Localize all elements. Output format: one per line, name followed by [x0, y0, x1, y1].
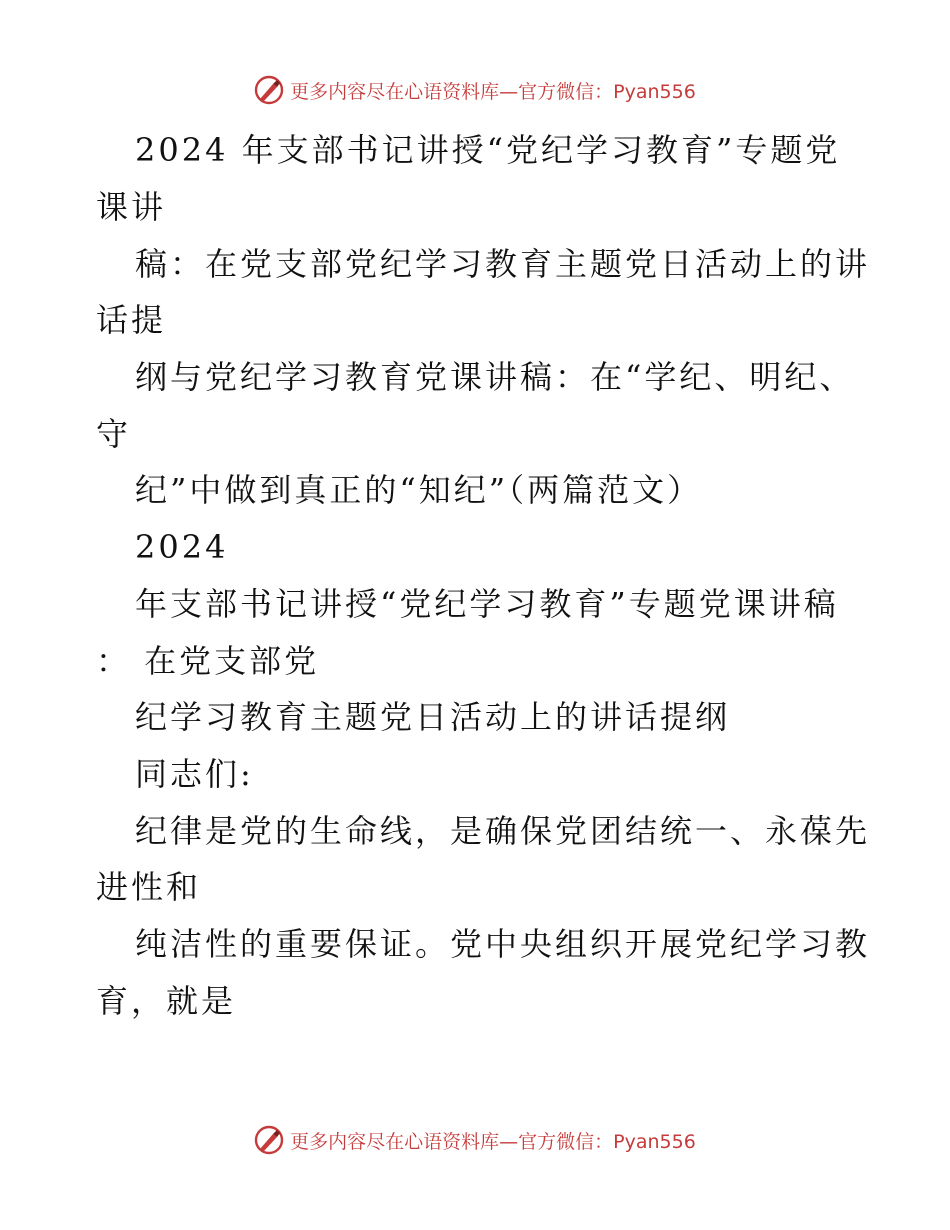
text-line: 纪律是党的生命线，是确保党团结统一、永葆先	[135, 812, 871, 850]
pen-logo-icon	[254, 1125, 284, 1155]
text-line: 进性和	[96, 868, 202, 906]
text-line: 2024 年支部书记讲授“党纪学习教育”专题党	[135, 131, 841, 169]
footer-banner-text: 更多内容尽在心语资料库—官方微信：Pyan556	[290, 1130, 696, 1153]
text-line: 育，就是	[96, 982, 237, 1020]
text-line: 课讲	[96, 188, 167, 226]
text-line: 纪学习教育主题党日活动上的讲话提纲	[135, 698, 731, 736]
text-line: 纲与党纪学习教育党课讲稿：在“学纪、明纪、	[135, 358, 855, 396]
text-line: 守	[96, 415, 132, 453]
text-line: 纪”中做到真正的“知纪”（两篇范文）	[135, 471, 703, 509]
text-line: 话提	[96, 301, 167, 339]
text-line: 2024	[135, 528, 229, 566]
text-line: 年支部书记讲授“党纪学习教育”专题党课讲稿	[135, 585, 839, 623]
text-line: ： 在党支部党	[96, 642, 320, 680]
footer-watermark-banner	[0, 1120, 950, 1160]
header-banner-text: 更多内容尽在心语资料库—官方微信：Pyan556	[290, 80, 696, 103]
text-line: 纯洁性的重要保证。党中央组织开展党纪学习教	[135, 925, 871, 963]
text-line: 稿：在党支部党纪学习教育主题党日活动上的讲	[135, 245, 871, 283]
text-line: 同志们:	[135, 755, 254, 793]
